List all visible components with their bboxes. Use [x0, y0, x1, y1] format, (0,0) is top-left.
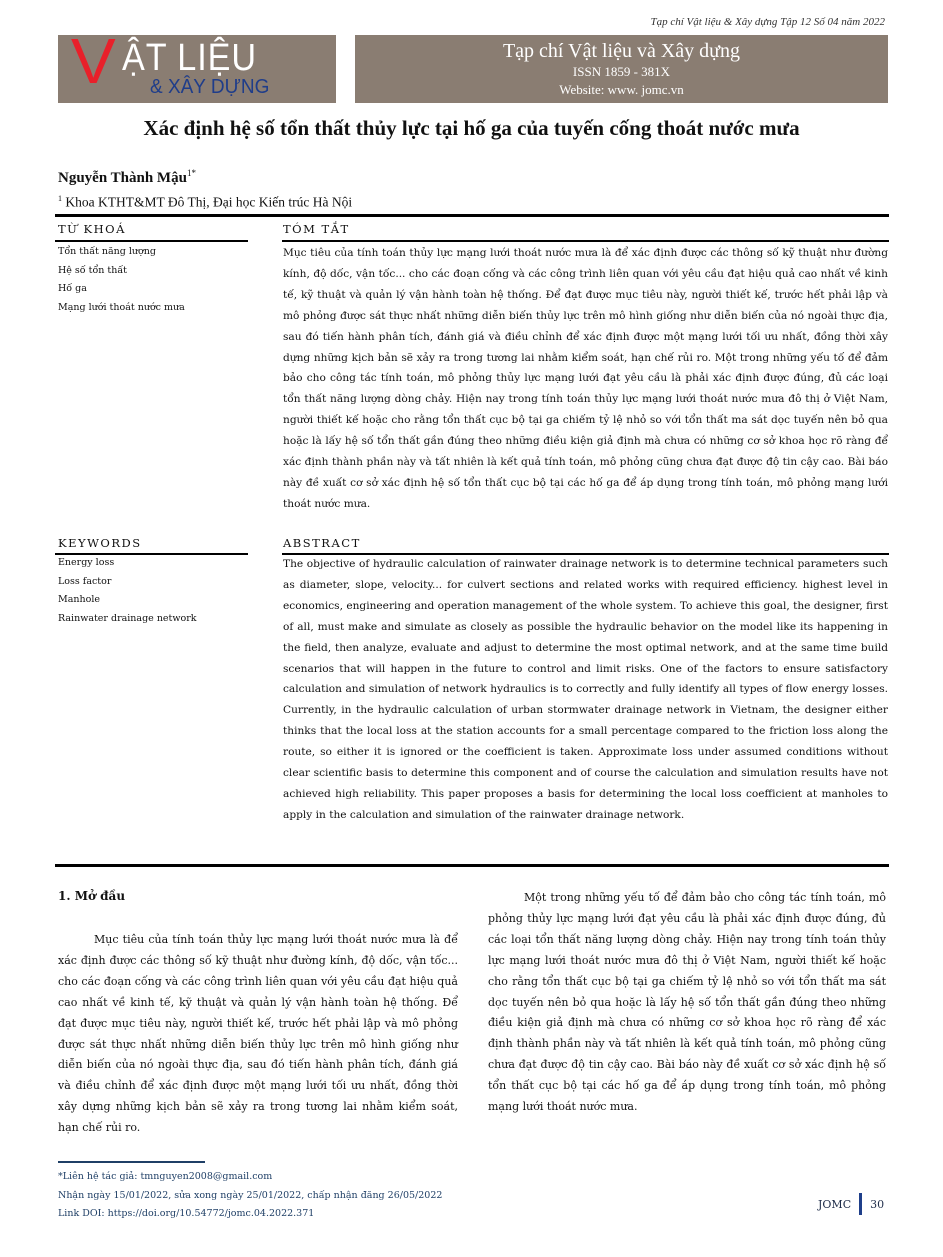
- journal-issn: ISSN 1859 - 381X: [572, 64, 671, 79]
- journal-website[interactable]: Website: www. jomc.vn: [559, 82, 684, 97]
- body-column-left: Mục tiêu của tính toán thủy lực mạng lưới thoát nước mưa là để xác định được các thông số kỹ thuật như đường kính, độ dốc, vận tốc... cho các đoạn cống và các công trình liên quan với yêu cầu đạt hiệu quả cao nhất về kinh tế, kỹ thuật và quản lý vận hành toàn hệ thống. Để đạt được mục tiêu này, người thiết kế, trước hết phải lập và mô phỏng được sát thực nhất những diễn biến thủy lực trên mô hình giống như diễn biến của nó ngoài thực địa, sau đó tiến hành phân tích, đánh giá và điều chỉnh để xác định được một mạng lưới tối ưu nhất, đồng thời xây dựng những kịch bản sẽ xảy ra trong tương lai nhằm kiểm soát, hạn chế rủi ro.: [58, 933, 458, 1135]
- keyword-item: Energy loss: [58, 557, 115, 568]
- section-heading: 1. Mở đầu: [58, 889, 126, 903]
- abstract-en-label: ABSTRACT: [283, 536, 361, 550]
- keywords-en-list: [58, 554, 197, 628]
- summary-vi-rule: [282, 240, 889, 242]
- keyword-item: Hố ga: [58, 283, 87, 294]
- journal-title: Tạp chí Vật liệu và Xây dựng: [502, 40, 741, 62]
- logo-main-text: ẬT LIỆU: [122, 37, 257, 79]
- summary-vi-label: TÓM TẮT: [283, 222, 350, 236]
- footnote: [58, 1168, 442, 1224]
- keyword-item: Manhole: [58, 594, 101, 605]
- logo-letter-v: V: [70, 35, 116, 97]
- page-footer: [818, 1193, 884, 1215]
- header-divider: [55, 214, 889, 217]
- summary-vi-text: Mục tiêu của tính toán thủy lực mạng lưới thoát nước mưa là để xác định được các thông số kỹ thuật như đường kính, độ dốc, vận tốc... cho các đoạn cống và các công trình liên quan với yêu cầu đạt hiệu quả cao nhất về kinh tế, kỹ thuật và quản lý vận hành toàn hệ thống. Để đạt được mục tiêu này, người thiết kế, trước hết phải lập và mô phỏng được sát thực nhất những diễn biến thủy lực trên mô hình giống như diễn biến của nó ngoài thực địa, sau đó tiến hành phân tích, đánh giá và điều chỉnh để xác định được một mạng lưới tối ưu nhất, đồng thời xây dựng những kịch bản sẽ xảy ra trong tương lai nhằm kiểm soát, hạn chế rủi ro. Một trong những yếu tố để đảm bảo cho công tác tính toán, mô phỏng thủy lực mạng lưới đạt yêu cầu là phải xác định được đúng, đủ các loại tổn thất năng lượng dòng chảy. Hiện nay trong tính toán thủy lực mạng lưới thoát nước mưa đô thị ở Việt Nam, người thiết kế hoặc cho rằng tổn thất cục bộ tại ga chiếm tỷ lệ nhỏ so với tổn thất ma sát dọc tuyến nên bỏ qua hoặc là lấy hệ số tổn thất gần đúng theo những điều kiện giả định mà chưa có những cơ sở khoa học rõ ràng để xác định thành phần này và tất nhiên là kết quả tính toán, mô phỏng cũng chưa đạt được độ tin cậy cao. Bài báo này đề xuất cơ sở xác định hệ số tổn thất cục bộ tại các hố ga để áp dụng trong tính toán, mô phỏng mạng lưới thoát nước mưa.: [283, 247, 888, 510]
- footer-divider-bar: [859, 1193, 862, 1215]
- keywords-vi-rule: [55, 240, 248, 242]
- footnote-contact: *Liên hệ tác giả: tmnguyen2008@gmail.com: [58, 1171, 273, 1182]
- paper-title: Xác định hệ số tổn thất thủy lực tại hố ga của tuyến cống thoát nước mưa: [143, 116, 800, 140]
- logo-sub-text: & XÂY DỰNG: [150, 76, 270, 98]
- keywords-en-label: KEYWORDS: [58, 536, 142, 550]
- page-number: 30: [870, 1197, 885, 1211]
- abstract-divider: [55, 864, 889, 867]
- affiliation: [58, 194, 352, 211]
- keyword-item: Mạng lưới thoát nước mưa: [58, 301, 185, 313]
- keyword-item: Tổn thất năng lượng: [58, 246, 156, 257]
- journal-logo: [58, 35, 336, 103]
- footnote-dates: Nhận ngày 15/01/2022, sửa xong ngày 25/01/2022, chấp nhận đăng 26/05/2022: [58, 1189, 443, 1201]
- journal-abbr: JOMC: [818, 1197, 852, 1211]
- affiliation-text: Khoa KTHT&MT Đô Thị, Đại học Kiến trúc Hà Nội: [65, 194, 353, 210]
- author-line: [58, 168, 196, 187]
- keywords-vi-list: [58, 243, 185, 317]
- keywords-vi-label: TỪ KHOÁ: [58, 222, 126, 236]
- footnote-doi[interactable]: Link DOI: https://doi.org/10.54772/jomc.04.2022.371: [58, 1208, 315, 1219]
- affiliation-superscript: 1: [58, 194, 62, 203]
- body-column-right: Một trong những yếu tố để đảm bảo cho công tác tính toán, mô phỏng thủy lực mạng lưới đạt yêu cầu là phải xác định được đúng, đủ các loại tổn thất năng lượng dòng chảy. Hiện nay trong tính toán thủy lực mạng lưới thoát nước mưa đô thị ở Việt Nam, người thiết kế hoặc cho rằng tổn thất cục bộ tại ga chiếm tỷ lệ nhỏ so với tổn thất ma sát dọc tuyến nên bỏ qua hoặc là lấy hệ số tổn thất gần đúng theo những điều kiện giả định mà chưa có những cơ sở khoa học rõ ràng để xác định thành phần này và tất nhiên là kết quả tính toán, mô phỏng cũng chưa đạt được độ tin cậy cao. Bài báo này đề xuất cơ sở xác định hệ số tổn thất cục bộ tại các hố ga để áp dụng trong tính toán, mô phỏng mạng lưới thoát nước mưa.: [488, 891, 886, 1114]
- abstract-en-text: The objective of hydraulic calculation of rainwater drainage network is to determine technical parameters such as diameter, slope, velocity... for culvert sections and related works with required efficiency. highest level in economics, engineering and operation management of the whole system. To achieve this goal, the designer, first of all, must make and simulate as closely as possible the hydraulic behavior on the model like its happening in the field, then analyze, evaluate and adjust to determine the most optimal network, and at the same time build scenarios that will happen in the future to control and limit risks. One of the factors to ensure satisfactory calculation and simulation of network hydraulics is to correctly and fully identify all types of flow energy losses. Currently, in the hydraulic calculation of urban stormwater drainage network in Vietnam, the designer either thinks that the local loss at the station accounts for a small percentage compared to the friction loss along the route, so either it is ignored or the coefficient is taken. Approximate loss under assumed conditions without clear scientific basis to determine this component and of course the calculation and simulation results have not achieved high reliability. This paper proposes a basis for determining the local loss coefficient at manholes to apply in the calculation and simulation of the rainwater drainage network.: [283, 558, 888, 821]
- keyword-item: Loss factor: [58, 575, 112, 587]
- running-head: Tạp chí Vật liệu & Xây dựng Tập 12 Số 04 năm 2022: [650, 16, 885, 28]
- author-superscript: 1*: [186, 168, 196, 178]
- author-name: Nguyễn Thành Mậu: [58, 170, 187, 186]
- footnote-rule: [58, 1161, 205, 1163]
- keyword-item: Rainwater drainage network: [58, 612, 197, 624]
- journal-banner: [355, 35, 888, 103]
- keyword-item: Hệ số tổn thất: [58, 264, 127, 276]
